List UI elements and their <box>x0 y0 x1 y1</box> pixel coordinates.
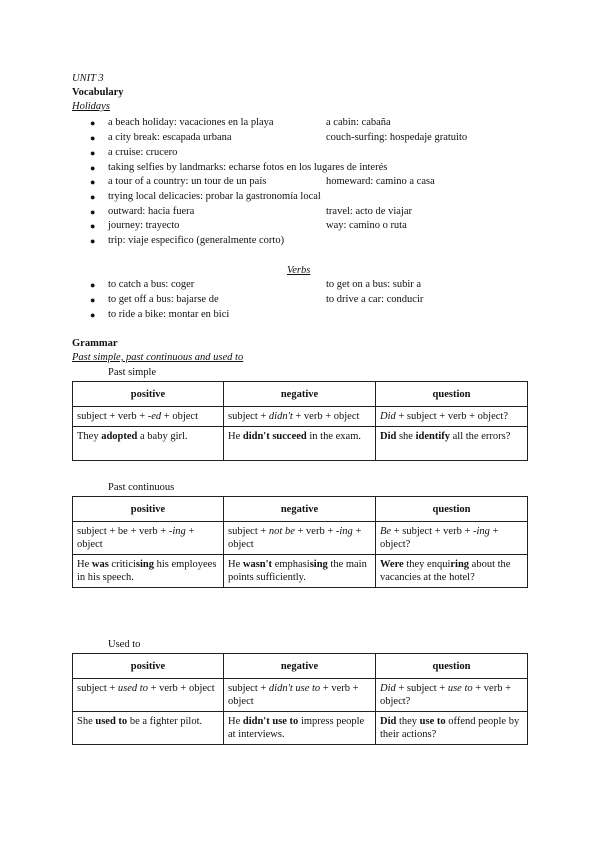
vocab-item-right: homeward: camino a casa <box>326 176 435 187</box>
table-row <box>73 679 528 712</box>
grammar-heading: Grammar <box>72 338 118 349</box>
vocab-item: a cruise: crucero <box>108 147 178 158</box>
form-negative: subject + didn't use to + verb + object <box>224 679 376 712</box>
vocab-item-right: a cabin: cabaña <box>326 117 391 128</box>
table-row <box>73 712 528 745</box>
example-negative: He wasn't emphasising the main points sufficiently. <box>224 555 376 588</box>
verb-item-right: to drive a car: conducir <box>326 294 424 305</box>
table-row <box>73 427 528 461</box>
vocab-item: trip: viaje especifico (generalmente corto) <box>108 235 285 246</box>
header-positive: positive <box>73 497 224 522</box>
bullet-icon: ● <box>90 280 96 290</box>
table-header-row <box>73 382 528 407</box>
header-question: question <box>376 654 528 679</box>
bullet-icon: ● <box>90 236 96 246</box>
vocab-item: a city break: escapada urbana <box>108 132 232 143</box>
header-question: question <box>376 497 528 522</box>
vocab-item-right: couch-surfing: hospedaje gratuito <box>326 132 468 143</box>
vocab-item-right: travel: acto de viajar <box>326 206 412 217</box>
verb-item: to ride a bike: montar en bici <box>108 309 230 320</box>
header-negative: negative <box>224 382 376 407</box>
example-negative: He didn't succeed in the exam. <box>224 427 376 461</box>
form-question: Did + subject + verb + object? <box>376 407 528 427</box>
form-positive: subject + verb + -ed + object <box>73 407 224 427</box>
table-header-row <box>73 654 528 679</box>
vocab-item: journey: trayecto <box>108 220 180 231</box>
bullet-icon: ● <box>90 221 96 231</box>
form-question: Be + subject + verb + -ing + object? <box>376 522 528 555</box>
bullet-icon: ● <box>90 295 96 305</box>
header-question: question <box>376 382 528 407</box>
header-negative: negative <box>224 497 376 522</box>
form-question: Did + subject + use to + verb + object? <box>376 679 528 712</box>
used-to-table <box>72 653 528 745</box>
holidays-subheading: Holidays <box>72 101 110 112</box>
example-question: Did she identify all the errors? <box>376 427 528 461</box>
table-header-row <box>73 497 528 522</box>
past-continuous-label: Past continuous <box>108 482 175 493</box>
header-negative: negative <box>224 654 376 679</box>
form-positive: subject + used to + verb + object <box>73 679 224 712</box>
form-positive: subject + be + verb + -ing + object <box>73 522 224 555</box>
example-positive: They adopted a baby girl. <box>73 427 224 461</box>
table-row <box>73 522 528 555</box>
table-row <box>73 407 528 427</box>
bullet-icon: ● <box>90 192 96 202</box>
bullet-icon: ● <box>90 163 96 173</box>
table-row <box>73 555 528 588</box>
past-simple-table <box>72 381 528 461</box>
unit-title: UNIT 3 <box>72 73 104 84</box>
used-to-label: Used to <box>108 639 141 650</box>
verb-item: to get off a bus: bajarse de <box>108 294 219 305</box>
vocab-item: trying local delicacies: probar la gastronomía local <box>108 191 321 202</box>
header-positive: positive <box>73 654 224 679</box>
bullet-icon: ● <box>90 133 96 143</box>
vocabulary-heading: Vocabulary <box>72 87 124 98</box>
example-negative: He didn't use to impress people at interviews. <box>224 712 376 745</box>
verb-item-right: to get on a bus: subir a <box>326 279 422 290</box>
past-continuous-table <box>72 496 528 588</box>
bullet-icon: ● <box>90 118 96 128</box>
example-question: Were they enquiring about the vacancies at the hotel? <box>376 555 528 588</box>
example-positive: He was criticising his employees in his speech. <box>73 555 224 588</box>
vocab-item: taking selfies by landmarks: echarse fotos en los lugares de interés <box>108 162 388 173</box>
header-positive: positive <box>73 382 224 407</box>
bullet-icon: ● <box>90 148 96 158</box>
bullet-icon: ● <box>90 207 96 217</box>
example-positive: She used to be a fighter pilot. <box>73 712 224 745</box>
vocab-item-right: way: camino o ruta <box>326 220 407 231</box>
vocab-item: a beach holiday: vacaciones en la playa <box>108 117 274 128</box>
verbs-subheading: Verbs <box>287 265 311 276</box>
example-question: Did they use to offend people by their actions? <box>376 712 528 745</box>
bullet-icon: ● <box>90 177 96 187</box>
form-negative: subject + not be + verb + -ing + object <box>224 522 376 555</box>
vocab-item: a tour of a country: un tour de un país <box>108 176 267 187</box>
bullet-icon: ● <box>90 310 96 320</box>
past-simple-label: Past simple <box>108 367 157 378</box>
grammar-subheading: Past simple, past continuous and used to <box>72 352 244 363</box>
vocab-item: outward: hacia fuera <box>108 206 195 217</box>
verb-item: to catch a bus: coger <box>108 279 195 290</box>
form-negative: subject + didn't + verb + object <box>224 407 376 427</box>
